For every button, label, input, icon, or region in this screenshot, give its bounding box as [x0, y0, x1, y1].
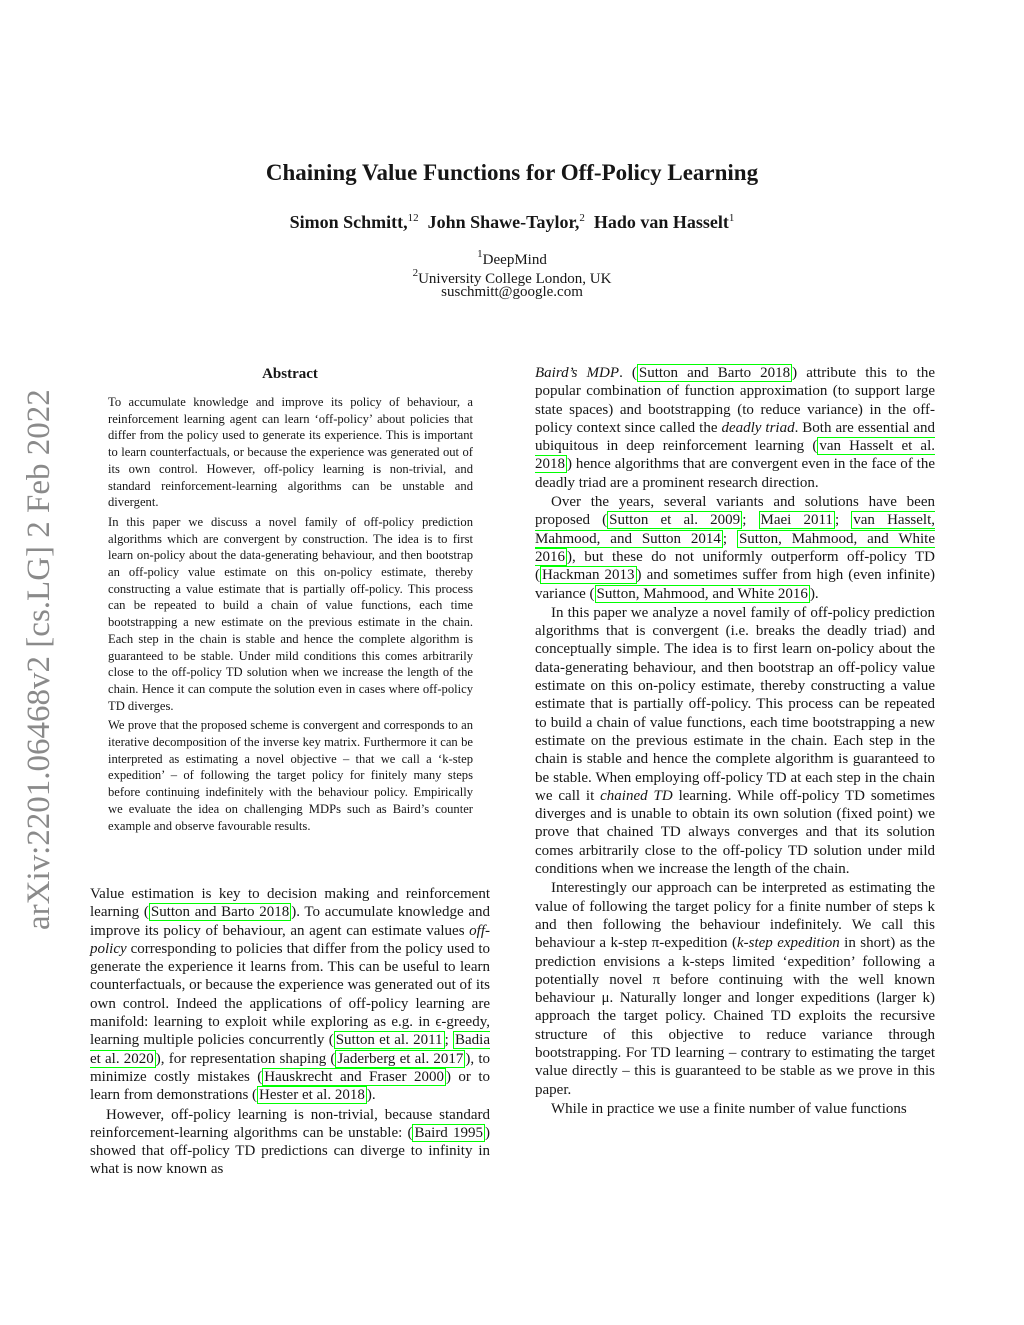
- body-paragraph: While in practice we use a finite number of value functions: [551, 1100, 907, 1117]
- body-paragraph: In this paper we analyze a novel family of off-policy prediction algorithms that is convergent (i.e. breaks the deadly triad) and conceptually simple. The idea is to first learn on-policy about the data-generating behaviour, and then bootstrap an off-policy value estimate on this on-policy estimate, thereby constructing a value estimate that is partially off-policy. This process can be repeated to build a chain of value functions, each time bootstrapping a new estimate on the previous estimate in the chain. Each step in the chain is stable and hence the complete algorithm is guaranteed to be stable. When employing off-policy TD at each step in the chain we call it chained TD learning. While off-policy TD sometimes diverges and is unable to obtain its own solution (fixed point) we prove that chained TD always converges and that its solution comes arbitrarily close to the off-policy TD solution under mild conditions when we increase the length of the chain.: [535, 604, 935, 878]
- arxiv-id: arXiv:2201.06468v2 [cs.LG] 2 Feb 2022: [21, 389, 57, 930]
- citation-link[interactable]: Badia et al. 2020: [90, 1032, 491, 1067]
- author-list: [0, 212, 1024, 233]
- citation-link[interactable]: Hackman 2013: [542, 567, 635, 584]
- body-column-right: [535, 364, 935, 1119]
- citation-link[interactable]: Sutton, Mahmood, and White 2016: [596, 585, 808, 602]
- body-paragraph-continued: Baird’s MDP. ( Sutton and Barto 2018 ) attribute this to the popular combination of function approximation (to support large state spaces) and bootstrapping (to reduce variance) in the off-policy context since called the deadly triad. Both are essential and ubiquitous in deep reinforcement learning ( van Hasselt et al. 2018 ) hence algorithms that are convergent even in the face of the deadly triad are a prominent research direction.: [535, 365, 936, 491]
- author-name: Simon Schmitt,: [289, 212, 408, 232]
- abstract-paragraph: We prove that the proposed scheme is convergent and corresponds to an iterative decomposition of the inverse key matrix. Furthermore it can be interpreted as estimating a novel objective – that we call a ‘k-step expedition’ – of following the target policy for finitely many steps before continuing indefinitely with the behaviour policy. Empirically we evaluate the idea on challenging MDPs such as Baird’s counter example and observe favourable results.: [108, 718, 473, 833]
- affiliation-marker: 2: [412, 267, 419, 279]
- citation-link[interactable]: Sutton et al. 2009: [609, 512, 741, 529]
- author-affiliation-marker: 12: [407, 212, 419, 224]
- author-affiliation-marker: 2: [579, 212, 585, 224]
- citation-link[interactable]: Hester et al. 2018: [259, 1087, 365, 1104]
- citation-link[interactable]: van Hasselt et al. 2018: [535, 438, 935, 473]
- body-paragraph: However, off-policy learning is non-trivial, because standard reinforcement-learning algorithms can be unstable: ( Baird 1995 ) showed that off-policy TD predictions can diverge to infinity in what is now known as: [90, 1106, 490, 1178]
- author-email[interactable]: suschmitt@google.com: [441, 284, 583, 300]
- arxiv-sidebar-stamp: [22, 360, 62, 930]
- citation-link[interactable]: van Hasselt, Mahmood, and Sutton 2014: [535, 512, 935, 547]
- citation-link[interactable]: Sutton et al. 2011: [335, 1032, 443, 1049]
- author-name: John Shawe-Taylor,: [427, 212, 580, 232]
- body-paragraph: Interestingly our approach can be interpreted as estimating the value of following the target policy for a finite number of steps k and then following the behaviour indefinitely. We call this behaviour a k-step π-expedition (k-step expedition in short) as the prediction envisions a k-steps limited ‘expedition’ following a potentially novel π before continuing with the well known behaviour μ. Naturally longer and longer expeditions (larger k) approach the target policy. Chained TD exploits the recursive structure of this objective to reduce variance through bootstrapping. For TD learning – contrary to estimating the target value directly – this is guaranteed to be stable as we prove in this paper.: [535, 880, 935, 1098]
- citation-link[interactable]: Sutton and Barto 2018: [638, 365, 791, 381]
- author-name: Hado van Hasselt: [593, 212, 729, 232]
- abstract-body: [108, 394, 473, 837]
- citation-link[interactable]: Baird 1995: [414, 1124, 483, 1141]
- affiliation-marker: 1: [477, 248, 483, 260]
- citation-link[interactable]: Sutton, Mahmood, and White 2016: [535, 530, 935, 565]
- body-paragraph: Value estimation is key to decision making and reinforcement learning ( Sutton and Barto 2018 ). To accumulate knowledge and improve its policy of behaviour, an agent can estimate values off-policy corresponding to policies that differ from the policy used to generate the experience it learns from. This can be useful to learn counterfactuals, or because the experience was generated out of its own control. Indeed the applications of off-policy learning are manifold: learning to exploit while exploring as e.g. in ϵ-greedy, learning multiple policies concurrently ( Sutton et al. 2011 ; Badia et al. 2020 ), for representation shaping ( Jaderberg et al. 2017 ), to minimize costly mistakes ( Hauskrecht and Fraser 2000 ) or to learn from demonstrations ( Hester et al. 2018 ).: [90, 886, 491, 1104]
- affiliation-name: University College London, UK: [418, 271, 612, 287]
- author-affiliation-marker: 1: [728, 212, 735, 224]
- abstract-paragraph: To accumulate knowledge and improve its policy of behaviour, a reinforcement learning agent can learn ‘off-policy’ about policies that differ from the policy used to generate its experience. This is important to learn counterfactuals, or because the experience was generated out of its own control. However, off-policy learning is non-trivial, and standard reinforcement-learning algorithms can be unstable and divergent.: [108, 395, 473, 510]
- affiliation-name: DeepMind: [482, 252, 547, 268]
- body-column-left: [90, 885, 490, 1180]
- paper-title: Chaining Value Functions for Off-Policy Learning: [265, 160, 759, 185]
- citation-link[interactable]: Sutton and Barto 2018: [150, 904, 290, 921]
- body-paragraph: Over the years, several variants and solutions have been proposed ( Sutton et al. 2009 ; Maei 2011 ; van Hasselt, Mahmood, and Sutton 2014 ; Sutton, Mahmood, and White 2016 ), but these do not uniformly outperform off-policy TD ( Hackman 2013 ) and sometimes suffer from high (even infinite) variance ( Sutton, Mahmood, and White 2016 ).: [535, 494, 935, 602]
- abstract-heading: Abstract: [262, 366, 318, 382]
- abstract-paragraph: In this paper we discuss a novel family of off-policy prediction algorithms which are convergent by construction. The idea is to first learn on-policy about the data-generating behaviour, and then bootstrap an off-policy value estimate on this on-policy estimate, thereby constructing a value estimate that is partially off-policy. This process can be repeated to build a chain of value functions, each time bootstrapping a new estimate on the previous estimate in the chain. Each step in the chain is stable and hence the complete algorithm is guaranteed to be stable. Under mild conditions this comes arbitrarily close to the off-policy TD solution when we increase the length of the chain. Hence it can compute the solution even in cases where off-policy TD diverges.: [108, 514, 473, 713]
- citation-link[interactable]: Jaderberg et al. 2017: [337, 1050, 464, 1067]
- citation-link[interactable]: Hauskrecht and Fraser 2000: [264, 1068, 444, 1085]
- citation-link[interactable]: Maei 2011: [760, 512, 833, 529]
